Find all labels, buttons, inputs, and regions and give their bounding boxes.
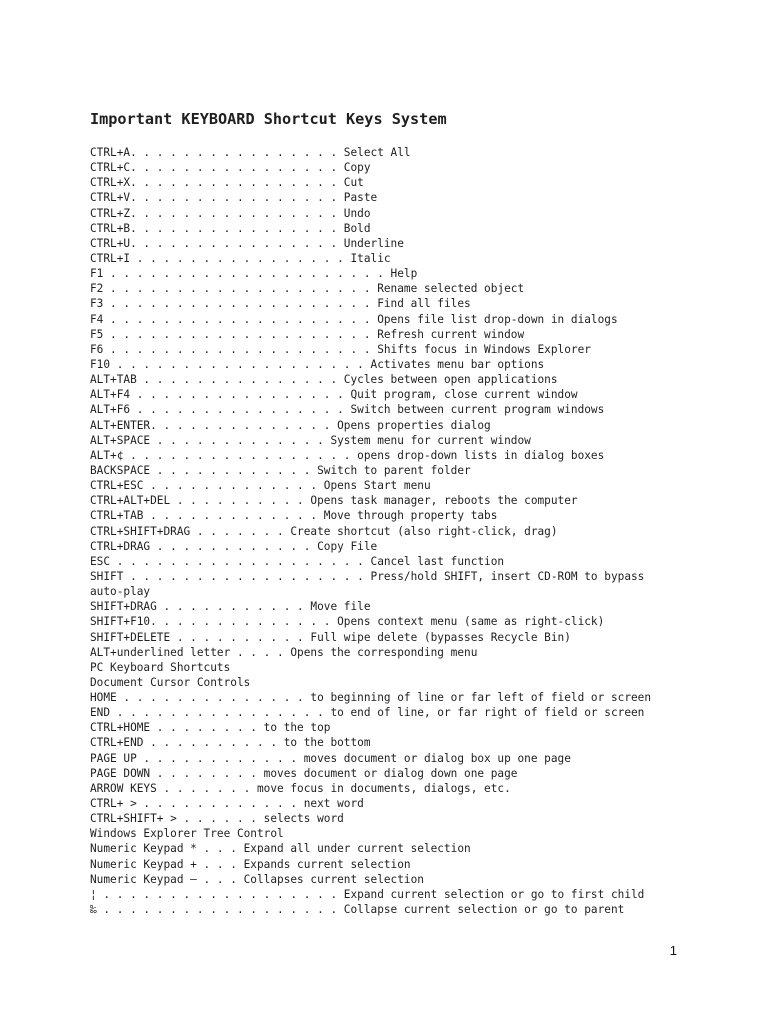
shortcut-line: CTRL+TAB . . . . . . . . . . . . . Move through property tabs bbox=[90, 509, 498, 523]
shortcut-line: F10 . . . . . . . . . . . . . . . . . . . Activates menu bar options bbox=[90, 357, 545, 371]
shortcut-line: CTRL+A. . . . . . . . . . . . . . . . Select All bbox=[90, 146, 411, 159]
shortcut-line: CTRL+Z. . . . . . . . . . . . . . . . Undo bbox=[90, 206, 371, 220]
shortcut-line: ESC . . . . . . . . . . . . . . . . . . . Cancel last function bbox=[90, 554, 505, 568]
shortcut-line: Numeric Keypad * . . . Expand all under current selection bbox=[90, 842, 471, 856]
shortcut-line: ‰ . . . . . . . . . . . . . . . . . . Collapse current selection or go to parent bbox=[90, 903, 625, 917]
shortcut-line: PAGE UP . . . . . . . . . . . . moves document or dialog box up one page bbox=[90, 751, 571, 765]
shortcut-line: F2 . . . . . . . . . . . . . . . . . . . . Rename selected object bbox=[90, 282, 525, 296]
shortcut-line: ALT+underlined letter . . . . Opens the corresponding menu bbox=[90, 645, 478, 659]
shortcut-line: F3 . . . . . . . . . . . . . . . . . . . . Find all files bbox=[90, 297, 471, 311]
shortcut-line: F1 . . . . . . . . . . . . . . . . . . . . . Help bbox=[90, 267, 418, 281]
shortcut-line: Numeric Keypad – . . . Collapses current selection bbox=[90, 872, 424, 886]
shortcut-line: ALT+ENTER. . . . . . . . . . . . . . Opens properties dialog bbox=[90, 418, 491, 432]
shortcut-line: CTRL+U. . . . . . . . . . . . . . . . Underline bbox=[90, 236, 404, 250]
shortcut-line: CTRL+SHIFT+ > . . . . . . selects word bbox=[90, 812, 344, 826]
shortcut-line: SHIFT . . . . . . . . . . . . . . . . . . Press/hold SHIFT, insert CD-ROM to bypass bbox=[90, 569, 645, 583]
shortcut-line: SHIFT+F10. . . . . . . . . . . . . . Opens context menu (same as right-click) bbox=[90, 615, 605, 629]
shortcut-line: END . . . . . . . . . . . . . . . . to end of line, or far right of field or screen bbox=[90, 706, 645, 720]
shortcut-line: ALT+SPACE . . . . . . . . . . . . . System menu for current window bbox=[90, 433, 531, 447]
shortcut-line: CTRL+HOME . . . . . . . . to the top bbox=[90, 721, 331, 735]
shortcut-line: SHIFT+DRAG . . . . . . . . . . . Move file bbox=[90, 600, 371, 614]
shortcut-line: ALT+F4 . . . . . . . . . . . . . . . . Quit program, close current window bbox=[90, 388, 578, 402]
shortcut-line: PC Keyboard Shortcuts bbox=[90, 660, 231, 674]
shortcut-line: F6 . . . . . . . . . . . . . . . . . . . . Shifts focus in Windows Explorer bbox=[90, 342, 591, 356]
shortcut-line: ARROW KEYS . . . . . . . move focus in documents, dialogs, etc. bbox=[90, 781, 511, 795]
shortcut-line: CTRL+ > . . . . . . . . . . . . next word bbox=[90, 797, 364, 811]
shortcut-line: CTRL+SHIFT+DRAG . . . . . . . Create shortcut (also right-click, drag) bbox=[90, 524, 558, 538]
shortcut-line: PAGE DOWN . . . . . . . . moves document or dialog down one page bbox=[90, 766, 518, 780]
shortcut-line: Numeric Keypad + . . . Expands current selection bbox=[90, 857, 411, 871]
shortcut-line: CTRL+C. . . . . . . . . . . . . . . . Copy bbox=[90, 161, 371, 175]
shortcut-line: Document Cursor Controls bbox=[90, 675, 251, 689]
shortcut-line: ALT+TAB . . . . . . . . . . . . . . . Cycles between open applications bbox=[90, 373, 558, 387]
shortcut-line: CTRL+ALT+DEL . . . . . . . . . . Opens task manager, reboots the computer bbox=[90, 494, 578, 508]
shortcut-line: ¦ . . . . . . . . . . . . . . . . . . Expand current selection or go to first child bbox=[90, 887, 645, 901]
shortcut-line: ALT+¢ . . . . . . . . . . . . . . . . . opens drop-down lists in dialog boxes bbox=[90, 448, 605, 462]
shortcut-line: ALT+F6 . . . . . . . . . . . . . . . . Switch between current program windows bbox=[90, 403, 605, 417]
shortcut-line: CTRL+V. . . . . . . . . . . . . . . . Paste bbox=[90, 191, 378, 205]
shortcut-line: CTRL+ESC . . . . . . . . . . . . . Opens Start menu bbox=[90, 479, 431, 493]
shortcut-list bbox=[90, 145, 730, 917]
shortcut-line: auto-play bbox=[90, 585, 151, 599]
shortcut-line: CTRL+X. . . . . . . . . . . . . . . . Cut bbox=[90, 176, 364, 190]
shortcut-line: CTRL+DRAG . . . . . . . . . . . . Copy File bbox=[90, 539, 378, 553]
document-title: Important KEYBOARD Shortcut Keys System bbox=[90, 110, 447, 128]
page-number: 1 bbox=[669, 943, 677, 958]
shortcut-line: CTRL+END . . . . . . . . . . to the bottom bbox=[90, 736, 371, 750]
shortcut-line: SHIFT+DELETE . . . . . . . . . . Full wipe delete (bypasses Recycle Bin) bbox=[90, 630, 571, 644]
shortcut-line: HOME . . . . . . . . . . . . . . to beginning of line or far left of field or screen bbox=[90, 691, 652, 705]
shortcut-line: F5 . . . . . . . . . . . . . . . . . . . . Refresh current window bbox=[90, 327, 525, 341]
shortcut-line: BACKSPACE . . . . . . . . . . . . Switch to parent folder bbox=[90, 463, 471, 477]
shortcut-line: CTRL+I . . . . . . . . . . . . . . . . Italic bbox=[90, 251, 391, 265]
shortcut-line: F4 . . . . . . . . . . . . . . . . . . . . Opens file list drop-down in dialogs bbox=[90, 312, 618, 326]
shortcut-line: Windows Explorer Tree Control bbox=[90, 827, 284, 841]
shortcut-line: CTRL+B. . . . . . . . . . . . . . . . Bold bbox=[90, 221, 371, 235]
